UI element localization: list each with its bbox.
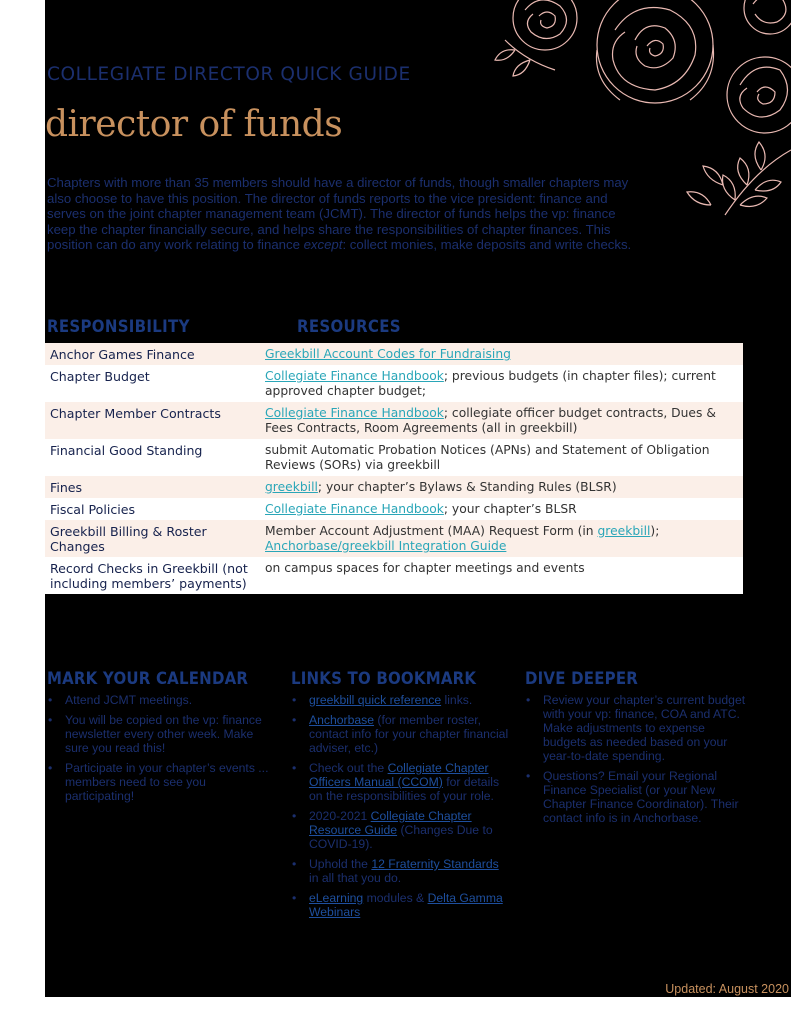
links-list <box>291 693 509 925</box>
responsibility-cell: Chapter Budget <box>50 369 150 384</box>
list-item: • You will be copied on the vp: finance newsletter every other week. Make sure you read this! <box>47 713 272 755</box>
bookmark-link[interactable]: greekbill quick reference <box>309 693 442 707</box>
resources-cell <box>265 476 743 498</box>
resource-text: on campus spaces for chapter meetings and events <box>265 561 585 575</box>
list-text: 2020-2021 <box>309 809 371 823</box>
bookmark-link[interactable]: eLearning <box>309 891 364 905</box>
resource-text: submit Automatic Probation Notices (APNs) and Statement of Obligation Reviews (SORs) via greekbill <box>265 443 710 472</box>
list-item: • Attend JCMT meetings. <box>47 693 272 707</box>
list-item: • Review your chapter’s current budget with your vp: finance, COA and ATC. Make adjustments to expense budgets as needed based on your year-to-date spending. <box>525 693 747 763</box>
table-row <box>45 343 743 365</box>
resources-cell <box>265 557 743 594</box>
bookmark-link[interactable]: Collegiate Chapter Resource Guide <box>309 809 472 837</box>
responsibility-heading: RESPONSIBILITY <box>47 316 190 337</box>
list-item <box>291 857 509 885</box>
responsibility-cell: Chapter Member Contracts <box>50 406 221 421</box>
resource-text: ; your chapter’s Bylaws & Standing Rules (BLSR) <box>317 480 617 494</box>
intro-emphasis: except <box>303 237 343 252</box>
list-text: links. <box>441 693 473 707</box>
resource-link[interactable]: greekbill <box>265 480 318 494</box>
list-text: Uphold the <box>309 857 372 871</box>
list-item <box>291 809 509 851</box>
resource-link[interactable]: Collegiate Finance Handbook <box>265 369 444 383</box>
resources-heading: RESOURCES <box>297 316 401 337</box>
resource-text: ); <box>650 524 660 538</box>
rose-large <box>596 0 713 103</box>
updated-date: Updated: August 2020 <box>665 982 789 996</box>
resource-text: ; your chapter’s BLSR <box>443 502 577 516</box>
list-text: (Changes Due to COVID-19). <box>309 823 493 851</box>
list-item <box>291 761 509 803</box>
calendar-heading: MARK YOUR CALENDAR <box>47 668 249 689</box>
responsibility-cell: Anchor Games Finance <box>50 347 195 362</box>
deeper-list <box>525 693 747 831</box>
resource-link[interactable]: Anchorbase/greekbill Integration Guide <box>265 539 507 553</box>
resource-link[interactable]: greekbill <box>597 524 651 538</box>
resources-cell <box>265 402 743 439</box>
list-text: Check out the <box>309 761 388 775</box>
intro-text-end: : collect monies, make deposits and write checks. <box>342 237 632 252</box>
resource-text: Member Account Adjustment (MAA) Request Form (in <box>265 524 598 538</box>
responsibility-table <box>45 343 743 594</box>
list-text: for details on the responsibilities of your role. <box>309 775 500 803</box>
bookmark-link[interactable]: 12 Fraternity Standards <box>371 857 499 871</box>
list-item: • Questions? Email your Regional Finance Specialist (or your New Chapter Finance Coordinator). Their contact info is in Anchorbase. <box>525 769 747 825</box>
responsibility-cell: Greekbill Billing & Roster Changes <box>50 524 207 554</box>
table-row <box>45 402 743 439</box>
calendar-list <box>47 693 272 809</box>
table-row <box>45 498 743 520</box>
guide-subtitle: COLLEGIATE DIRECTOR QUICK GUIDE <box>47 64 411 85</box>
resource-text: ; collegiate officer budget contracts, Dues & Fees Contracts, Room Agreements (all in greekbill) <box>265 406 716 435</box>
responsibility-cell: Fiscal Policies <box>50 502 136 517</box>
resources-cell <box>265 498 743 520</box>
responsibility-cell: Record Checks in Greekbill (not including members’ payments) <box>50 561 248 591</box>
list-item: • Participate in your chapter’s events ... members need to see you participating! <box>47 761 272 803</box>
bookmark-link[interactable]: Delta Gamma Webinars <box>309 891 503 919</box>
list-text: (for member roster, contact info for your chapter financial adviser, etc.) <box>309 713 509 755</box>
resource-text: ; previous budgets (in chapter files); current approved chapter budget; <box>265 369 716 398</box>
list-item <box>291 693 509 707</box>
resources-cell <box>265 520 743 557</box>
intro-text: Chapters with more than 35 members should have a director of funds, though smaller chapters may also choose to have this position. The director of funds reports to the vice president: finance and serves on the joint chapter management team (JCMT). The director of funds helps the vp: finance keep the chapter financially secure, and helps share the responsibilities of chapter finances. This position can do any work relating to finance <box>47 175 629 252</box>
rose-top-right <box>744 0 791 34</box>
resources-cell <box>265 365 743 402</box>
list-item <box>291 891 509 919</box>
resources-cell <box>265 343 743 365</box>
resource-link[interactable]: Greekbill Account Codes for Fundraising <box>265 347 511 361</box>
links-heading: LINKS TO BOOKMARK <box>291 668 477 689</box>
list-item <box>291 713 509 755</box>
rose-small <box>513 0 577 50</box>
table-row <box>45 439 743 476</box>
responsibility-cell: Financial Good Standing <box>50 443 203 458</box>
table-row <box>45 557 743 594</box>
bookmark-link[interactable]: Collegiate Chapter Officers Manual (CCOM) <box>309 761 489 789</box>
table-row <box>45 476 743 498</box>
resource-link[interactable]: Collegiate Finance Handbook <box>265 502 444 516</box>
responsibility-cell: Fines <box>50 480 83 495</box>
resources-cell <box>265 439 743 476</box>
list-text: in all that you do. <box>309 871 402 885</box>
page-title: director of funds <box>45 104 343 145</box>
guide-page <box>45 0 791 997</box>
table-row <box>45 520 743 557</box>
deeper-heading: DIVE DEEPER <box>525 668 639 689</box>
bookmark-link[interactable]: Anchorbase <box>309 713 375 727</box>
resource-link[interactable]: Collegiate Finance Handbook <box>265 406 444 420</box>
intro-paragraph <box>47 175 637 253</box>
list-text: modules & <box>363 891 428 905</box>
rose-right <box>727 57 791 133</box>
table-row <box>45 365 743 402</box>
